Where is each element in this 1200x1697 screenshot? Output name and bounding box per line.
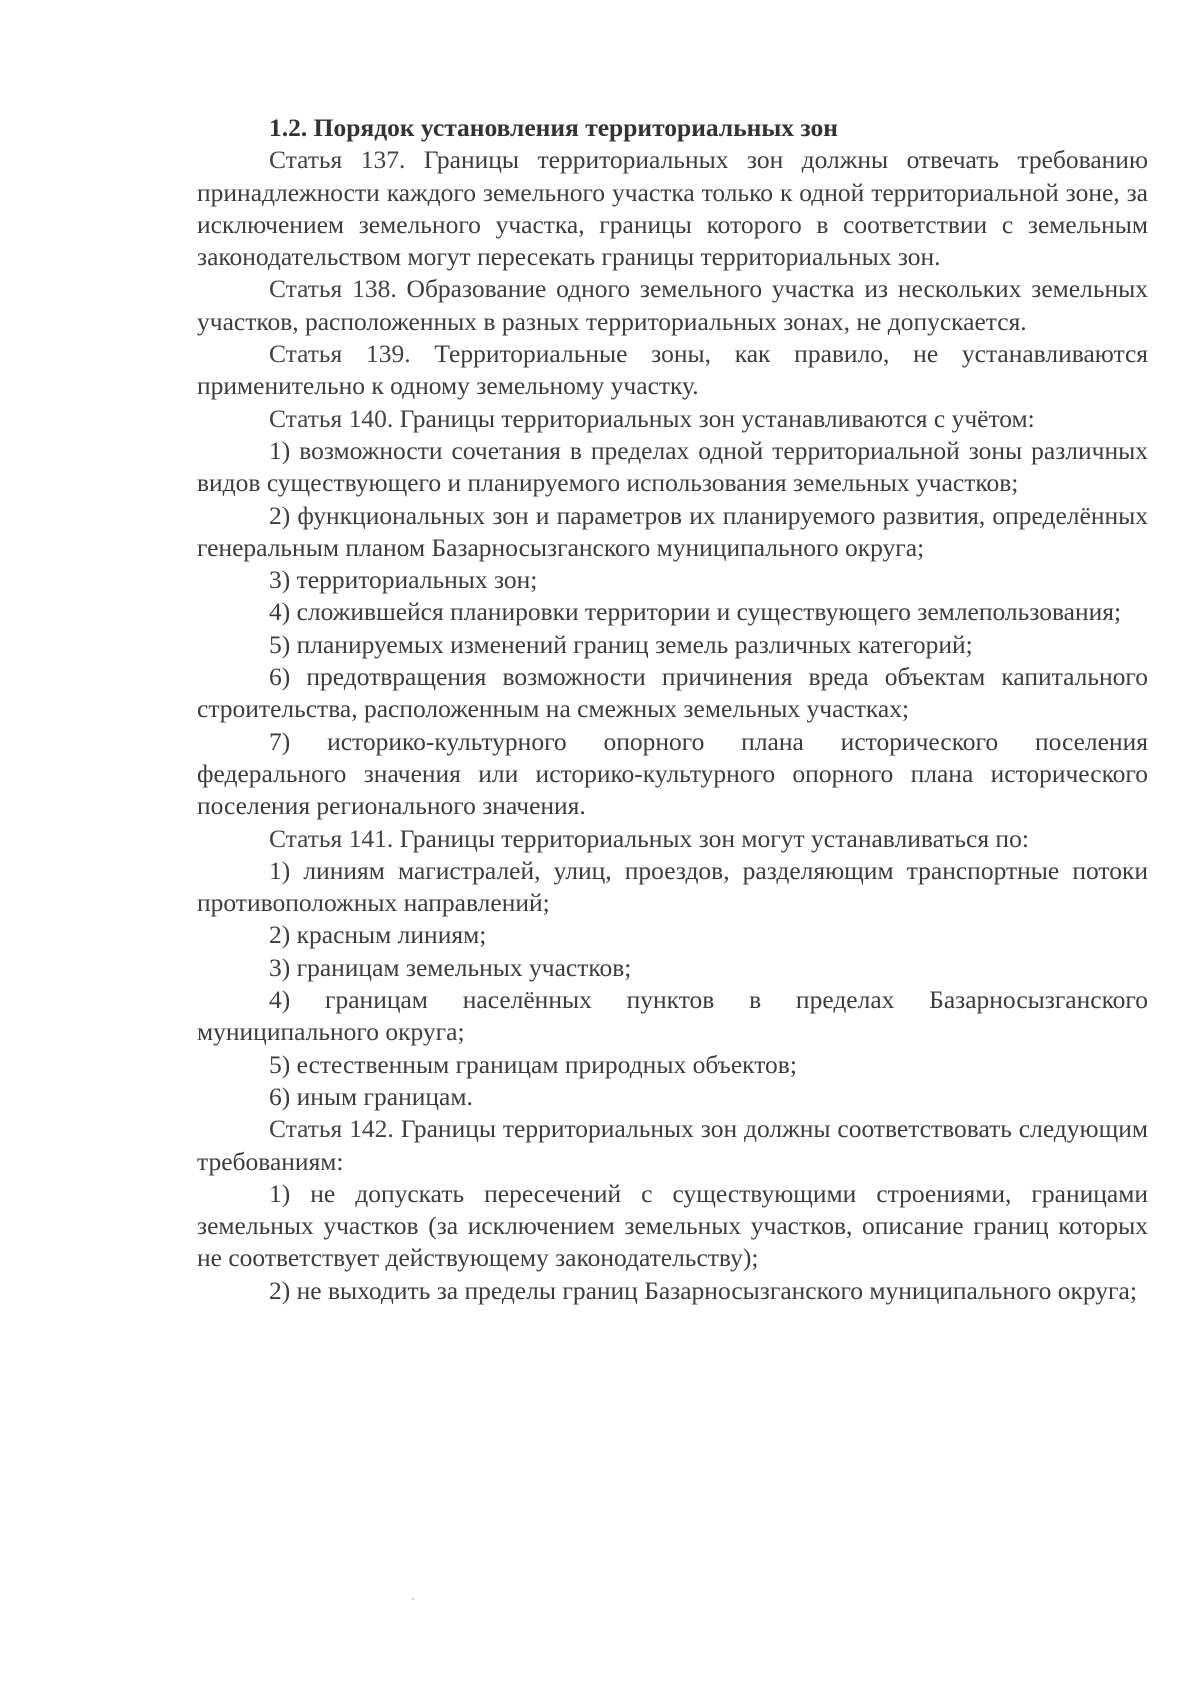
list-item: 2) функциональных зон и параметров их планируемого развития, определённых генеральным планом Базарносызганского муниципального округа; — [197, 500, 1148, 562]
list-item: 2) не выходить за пределы границ Базарносызганского муниципального округа; — [269, 1275, 1137, 1305]
document-page — [197, 112, 1148, 1307]
list-item: 1) не допускать пересечений с существующими строениями, границами земельных участков (за исключением земельных участков, описание границ которых не соответствует действующему законодательству); — [197, 1178, 1148, 1273]
article-label: Статья 140. — [269, 403, 394, 433]
list-item: 7) историко-культурного опорного плана исторического поселения федерального значения или историко-культурного опорного плана исторического поселения регионального значения. — [197, 726, 1148, 821]
scan-speck — [412, 1598, 414, 1600]
list-item: 2) красным линиям; — [269, 920, 487, 950]
list-item: 4) границам населённых пунктов в пределах Базарносызганского муниципального округа; — [197, 985, 1148, 1047]
article-141 — [197, 823, 1148, 855]
article-text: Границы территориальных зон должны соответствовать следующим требованиям: — [197, 1114, 1149, 1176]
article-label: Статья 141. — [269, 823, 394, 853]
list-item: 3) территориальных зон; — [269, 565, 538, 595]
list-item: 1) линиям магистралей, улиц, проездов, разделяющим транспортные потоки противоположных направлений; — [197, 855, 1148, 918]
list-item: 1) возможности сочетания в пределах одной территориальной зоны различных видов существующего и планируемого использования земельных участков; — [197, 435, 1148, 498]
article-label: Статья 139. — [269, 339, 411, 369]
article-140 — [197, 403, 1148, 435]
article-text: Границы территориальных зон должны отвечать требованию принадлежности каждого земельного участка только к одной территориальной зоне, за исключением земельного участка, границы которого в соответствии с земельным законодательством могут пересекать границы территориальных зон. — [197, 145, 1148, 272]
section-heading: 1.2. Порядок установления территориальных зон — [269, 113, 838, 142]
list-item: 4) сложившейся планировки территории и существующего землепользования; — [269, 597, 1122, 627]
article-label: Статья 138. — [269, 274, 397, 304]
article-138 — [197, 273, 1148, 338]
article-label: Статья 142. — [269, 1114, 394, 1144]
list-item: 5) естественным границам природных объектов; — [269, 1049, 797, 1079]
article-139 — [197, 338, 1148, 403]
list-item: 6) предотвращения возможности причинения вреда объектам капитального строительства, расположенным на смежных земельных участках; — [197, 662, 1148, 724]
article-text: Территориальные зоны, как правило, не устанавливаются применительно к одному земельному участку. — [197, 339, 1148, 401]
list-item: 5) планируемых изменений границ земель различных категорий; — [269, 629, 973, 659]
article-text: Границы территориальных зон могут устанавливаться по: — [399, 823, 1029, 853]
article-text: Границы территориальных зон устанавливаются с учётом: — [399, 403, 1035, 433]
article-137 — [197, 144, 1148, 273]
article-label: Статья 137. — [269, 145, 406, 175]
article-text: Образование одного земельного участка из нескольких земельных участков, расположенных в разных территориальных зонах, не допускается. — [197, 274, 1148, 336]
list-item: 3) границам земельных участков; — [269, 952, 632, 982]
list-item: 6) иным границам. — [269, 1081, 473, 1111]
article-142 — [197, 1113, 1148, 1178]
